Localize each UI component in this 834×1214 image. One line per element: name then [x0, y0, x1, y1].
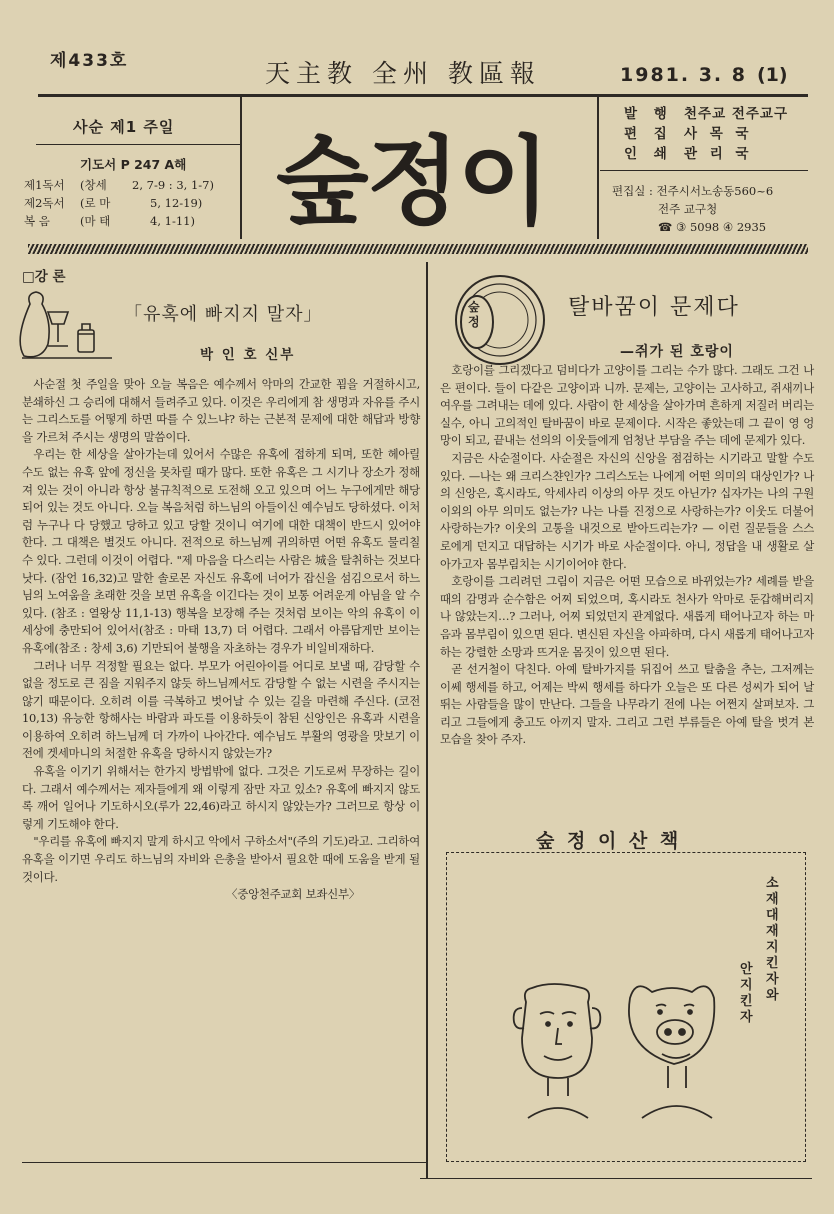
left-bottom-rule	[22, 1162, 426, 1163]
office-address: 편집실 : 전주시서노송동560~6	[612, 184, 774, 198]
page-bottom-rule	[420, 1178, 812, 1179]
header-hatched-band	[28, 244, 808, 254]
cartoon-illustration	[492, 968, 752, 1138]
issue-number: 제433호	[50, 51, 129, 71]
reading-label: 제1독서	[24, 178, 65, 192]
publisher-row	[624, 144, 804, 164]
reading-book: (마 태	[80, 214, 111, 228]
publisher-value: 천주교 전주교구	[684, 106, 788, 122]
right-article-title: 탈바꿈이 문제다	[568, 295, 740, 320]
paragraph: 호랑이를 그리겠다고 덤비다가 고양이를 그리는 수가 많다. 그래도 그건 나은 편이다. 들이 다같은 고양이과 니까. 문제는, 고양이는 고사하고, 쥐새끼나 여우를 그려내는 데에 있다. 사람이 한 세상을 살아가며 흔하게 저질러 버리는 실수, 아니 고의적인 탈바꿈이 바로 문제이다. 시작은 좋았는데 그 끝이 영 엉망이 되고, 끝내는 선의의 이웃들에게 엄청난 부담을 주는 데에 문제가 있다.	[440, 363, 814, 448]
readings-list	[24, 176, 238, 230]
paragraph: 지금은 사순절이다. 사순절은 자신의 신앙을 점검하는 시기라고 말할 수도 있다. —나는 왜 크리스챤인가? 그리스도는 나에게 어떤 의미의 대상인가? 나의 신앙은, 혹시라도, 악세사리 이상의 아무 것도 아닌가? 십자가는 나의 구원 이외의 아무 의미도 없는가? 나는 나를 진정으로 사랑하는가? 이웃도 더불어 사랑하는가? 이웃의 고통을 내것으로 받아드리는가? — 이런 질문들을 스스로에게 던지고 대답하는 시기가 바로 사순절이다. 아니, 정답을 내 생활로 살아가고자 몸부림치는 시기이어야 한다.	[440, 450, 814, 571]
comic-caption-2: 안지킨자	[740, 962, 753, 1025]
masthead-logo: 숲정이	[276, 126, 549, 238]
paragraph: 그러나 너무 걱정할 필요는 없다. 부모가 어린아이를 어디로 보낼 때, 감당할 수 없을 정도로 큰 짐을 지워주지 않듯 하느님께서도 감당할 수 없는 시련을 주시지는 않기 때문이다. 오히려 이를 극복하고 벗어날 수 있는 길을 마련해 주신다. (코전 10,13) 유능한 항해사는 바람과 파도를 이용하듯이 참된 신앙인은 유혹과 시련을 이용하여 오히려 하느님께 더 가까이 나아간다. 예수님도 부활의 영광을 맛보기 이전에 겟세마니의 처절한 유혹을 당하시지 않았는가?	[22, 658, 420, 761]
week-rule	[36, 144, 240, 145]
reading-book: (창세	[80, 178, 107, 192]
paragraph: 우리는 한 세상을 살아가는데 있어서 수많은 유혹에 접하게 되며, 또한 헤아릴 수도 없는 유혹 앞에 정신을 못차릴 때가 많다. 또한 유혹은 그 시기나 장소가 정해져 있는 것이 아니라 항상 불규칙적으로 도전해 오고 있으며 어느 누구에게만 해당되어 있는 것도 아니다. 오늘 복음처럼 하느님의 아들이신 예수님도 당하셨다. 이처럼 누구나 다 당했고 당하고 있고 당할 것이니 여기에 대한 대책이 반드시 있어야 한다. 그 대책은 별것도 아니다. 전적으로 하느님께 귀의하면 어떤 유혹도 물리칠 수 있다. 그런데 이것이 어렵다. "제 마음을 다스리는 사람은 城을 탈취하는 것보다 낫다. (잠언 16,32)고 말한 솔로몬 자신도 유혹에 너어가 잡신을 섬김으로서 하느님의 노여움을 초래한 것을 보면 유혹을 이긴다는 것이 보통 어려운게 아님을 알 수 있다. (참조 : 열왕상 11,1-13) 행복을 보장해 주는 것처럼 보이는 악의 유혹이 이 세상에 충만되어 있어서(참조 : 마태 13,7) 더 어렵다. 그래서 아름답게만 보이는 유혹에(참조 : 창세 3,6) 기만되어 불행을 자초하는 경우가 비일비재하다.	[22, 447, 420, 655]
column-badge-label: 숲 정	[468, 300, 480, 329]
reading-label: 제2독서	[24, 196, 65, 210]
paragraph: 유혹을 이기기 위해서는 한가지 방법밖에 없다. 그것은 기도로써 무장하는 길이다. 그래서 예수께서는 제자들에게 왜 이렇게 잠만 자고 있소? 유혹에 빠지지 않도록 깨어 일어나 기도하시오(루가 22,46)라고 하시지 않았는가? 그러므로 항상 이렇게 기도해야 한다.	[22, 764, 420, 831]
reading-book: (로 마	[80, 196, 111, 210]
reading-row	[24, 176, 238, 194]
paragraph: "우리를 유혹에 빠지지 말게 하시고 악에서 구하소서"(주의 기도)라고. 그리하여 유혹을 이기면 우리도 하느님의 자비와 은총을 받아서 필요한 때에 도움을 받게 될 것이다.	[22, 834, 420, 884]
publisher-row	[624, 104, 804, 124]
section-label: □강 론	[22, 269, 66, 285]
paragraph: 곧 선거철이 닥친다. 아예 탈바가지를 뒤집어 쓰고 탈춤을 추는, 그저께는 이쎄 행세를 하고, 어제는 박씨 행세를 하다가 오늘은 또 다른 성씨가 되어 날뛰는 사람들을 많이 만난다. 그들을 나무라기 전에 나는 어쩐지 살펴보자. 그리고 그들에게 충고도 아끼지 말자. 그리고 그런 부류들은 아예 탈을 벗겨 본 모습을 찾아 주자.	[440, 662, 814, 747]
paragraph: 사순절 첫 주일을 맞아 오늘 복음은 예수께서 악마의 간교한 꾐을 거절하시고, 분쇄하신 그 승리에 대해서 들려주고 있다. 이것은 우리에게 참 생명과 자유를 주시는 그리스도를 어떻게 하면 따를 수 있느냐? 하는 근본적 문제에 대한 해답과 방향을 가르쳐 주시는 생명의 말씀이다.	[22, 377, 420, 444]
left-article-title: 「유혹에 빠지지 말자」	[124, 304, 323, 325]
page-number: (1)	[757, 64, 788, 86]
reading-ref: 5, 12-19)	[150, 196, 203, 210]
office-phone: ☎ ③ 5098 ④ 2935	[658, 220, 767, 234]
paragraph: 호랑이를 그리려던 그림이 지금은 어떤 모습으로 바뀌었는가? 세례를 받을 때의 감명과 순수함은 어찌 되었으며, 혹시라도 천사가 악마로 둔갑해버리지나 않았는지…? 그러나, 어찌 되었던지 관계없다. 새롭게 태어나고자 하는 마음과 몸부림이 있으면 된다. 변신된 자신을 아파하며, 다시 새롭게 태어나고자 하는 강렬한 소망과 뜨거운 몸짓이 있으면 된다.	[440, 574, 814, 659]
publisher-label: 인 쇄	[624, 146, 673, 162]
reading-ref: 4, 1-11)	[150, 214, 195, 228]
column-divider	[426, 262, 428, 1178]
header-rule	[38, 94, 808, 97]
editorial-office	[612, 182, 773, 236]
publisher-value: 사 목 국	[684, 126, 753, 142]
comic-title: 숲 정 이 산 책	[536, 830, 682, 852]
prayer-book-ref: 기도서 P 247 A해	[80, 157, 187, 172]
publisher-row	[624, 124, 804, 144]
paper-name: 天主教 全州 教區報	[265, 59, 541, 88]
left-article-author: 박 인 호 신부	[200, 347, 296, 363]
office-name: 전주 교구청	[658, 202, 718, 216]
publisher-label: 발 행	[624, 106, 673, 122]
header-divider-right	[597, 97, 599, 239]
right-article-subtitle: —쥐가 된 호랑이	[620, 344, 734, 360]
reading-row	[24, 212, 238, 230]
issue-date: 1981. 3. 8	[620, 64, 747, 86]
article-source: 〈중앙천주교회 보좌신부〉	[226, 887, 360, 902]
publisher-value: 관 리 국	[684, 146, 753, 162]
header-divider-left	[240, 97, 242, 239]
left-article-body	[22, 376, 420, 904]
publisher-info	[624, 104, 804, 164]
liturgical-week: 사순 제1 주일	[73, 118, 175, 136]
right-article-body	[440, 362, 814, 749]
reading-row	[24, 194, 238, 212]
reading-ref: 2, 7-9 : 3, 1-7)	[132, 178, 214, 192]
publisher-label: 편 집	[624, 126, 673, 142]
chalice-illustration	[18, 282, 118, 377]
reading-label: 복 음	[24, 214, 50, 228]
publisher-rule	[600, 170, 808, 171]
column-badge-disc	[452, 272, 548, 368]
comic-caption-1: 소재 대재 지킨자와	[766, 876, 779, 1003]
